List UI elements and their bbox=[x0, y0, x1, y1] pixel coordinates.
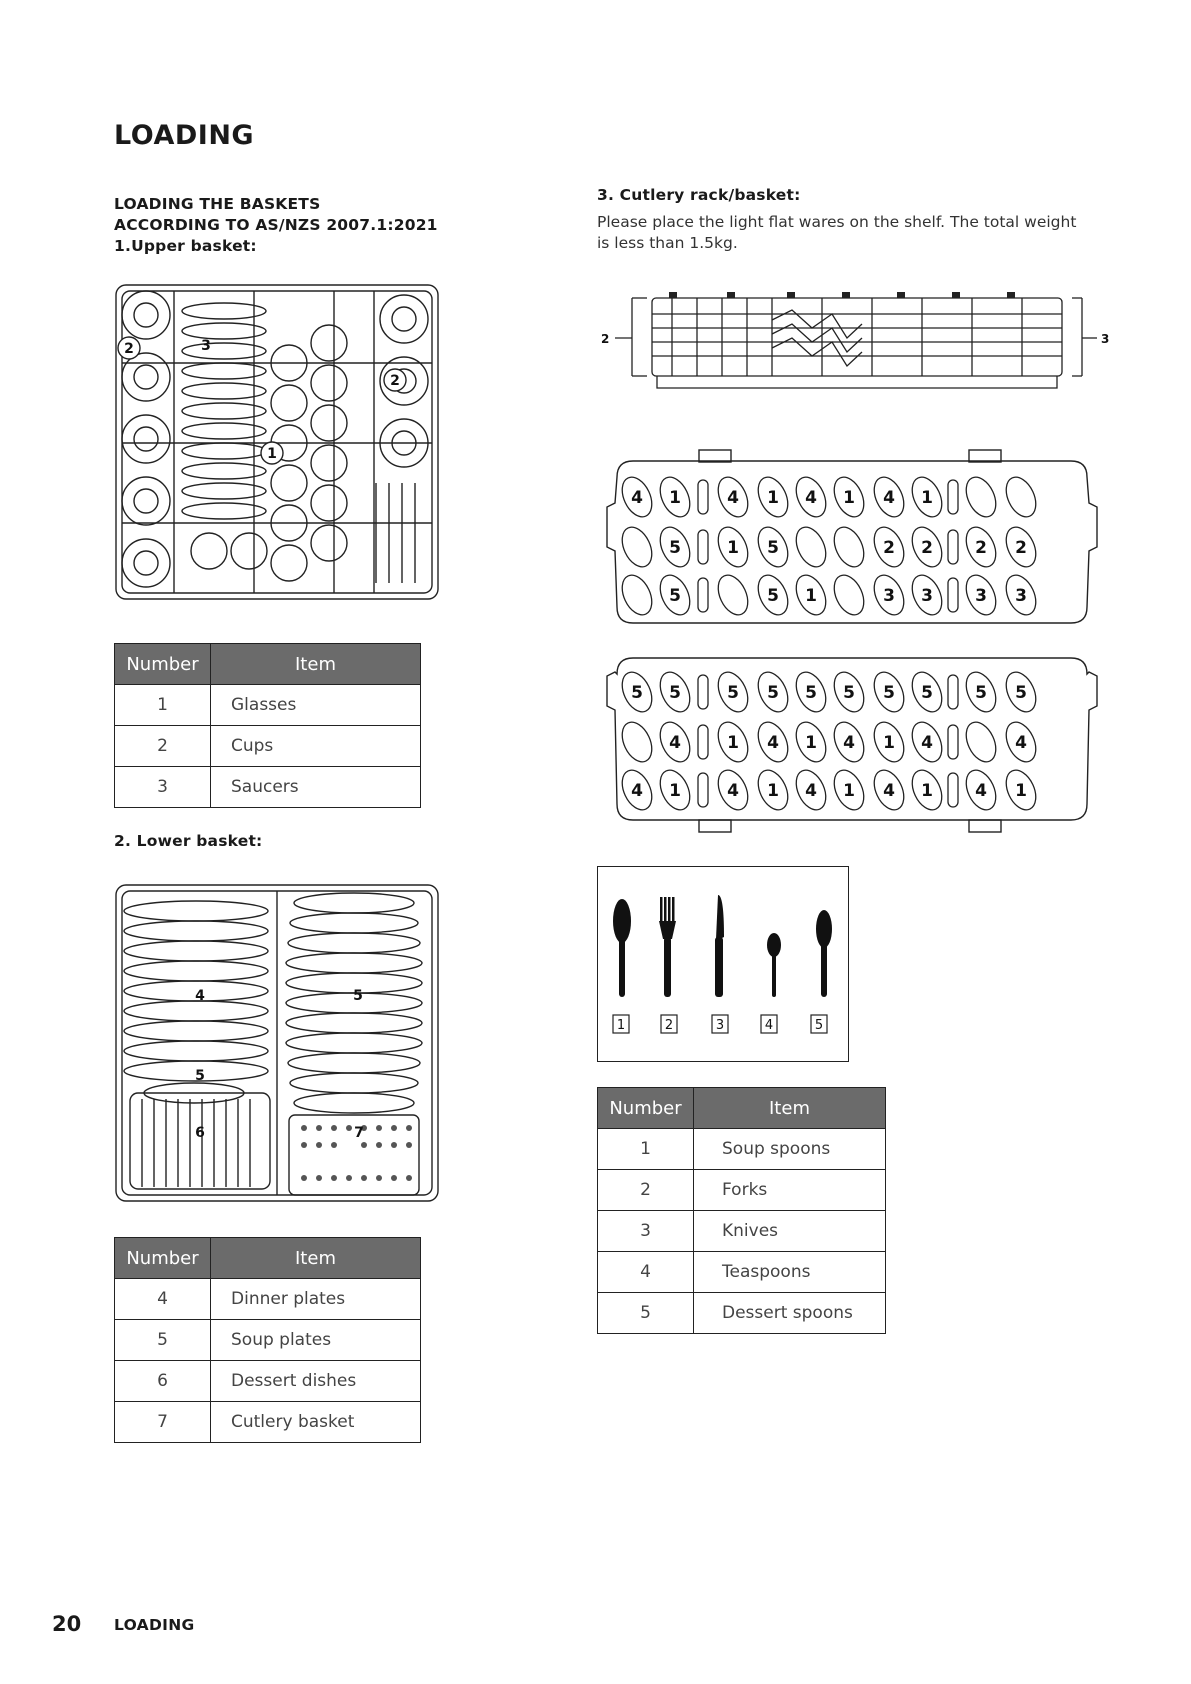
heading-line-1: LOADING THE BASKETS bbox=[114, 195, 321, 213]
tray-slot-number: 4 bbox=[975, 781, 987, 801]
col-number-header: Number bbox=[115, 644, 211, 685]
fork-icon bbox=[659, 897, 676, 997]
col-item-header: Item bbox=[211, 1238, 421, 1279]
tray-slot bbox=[616, 717, 657, 766]
tray-slot bbox=[616, 522, 657, 571]
utensil-label-3: 3 bbox=[715, 1018, 725, 1033]
cutlery-text-line-1: Please place the light flat wares on the shelf. The total weight bbox=[597, 213, 1077, 231]
page-number: 20 bbox=[52, 1612, 82, 1636]
lower-callout-7: 7 bbox=[354, 1125, 364, 1141]
tray-slot-number: 4 bbox=[805, 488, 817, 508]
tray-slot-number: 1 bbox=[883, 733, 895, 753]
tray-slot bbox=[948, 530, 958, 564]
tray-slot bbox=[828, 522, 869, 571]
tray-slot-number: 4 bbox=[631, 781, 643, 801]
tray-slot-number: 2 bbox=[921, 538, 933, 558]
col-item-header: Item bbox=[694, 1088, 886, 1129]
upper-callout-3: 3 bbox=[201, 338, 211, 354]
table-row: 3 Saucers bbox=[115, 767, 421, 808]
tray-slot-number: 1 bbox=[767, 488, 779, 508]
tray-slot-number: 4 bbox=[1015, 733, 1027, 753]
table-row: 4 Teaspoons bbox=[598, 1252, 886, 1293]
tray-slot bbox=[698, 530, 708, 564]
tray-slot-number: 5 bbox=[883, 683, 895, 703]
cutlery-text-line-2: is less than 1.5kg. bbox=[597, 234, 738, 252]
tray-slot bbox=[698, 773, 708, 807]
tray-slot bbox=[960, 717, 1001, 766]
tray-slot-number: 4 bbox=[921, 733, 933, 753]
upper-basket-diagram bbox=[114, 283, 440, 603]
tray-slot-number: 1 bbox=[669, 781, 681, 801]
cutlery-tray-bottom bbox=[597, 650, 1111, 834]
cutlery-tray-top bbox=[597, 447, 1111, 627]
tray-slot-number: 1 bbox=[921, 781, 933, 801]
col-item-header: Item bbox=[211, 644, 421, 685]
footer-section-label: LOADING bbox=[114, 1616, 195, 1634]
tray-slot-number: 5 bbox=[843, 683, 855, 703]
tray-slot bbox=[960, 472, 1001, 521]
rack-callout-2: 2 bbox=[601, 332, 610, 346]
table-row: 5 Dessert spoons bbox=[598, 1293, 886, 1334]
table-row: 1 Soup spoons bbox=[598, 1129, 886, 1170]
tray-slot bbox=[616, 570, 657, 619]
tray-slot-number: 5 bbox=[767, 683, 779, 703]
cutlery-rack-diagram bbox=[597, 288, 1117, 412]
tray-slot-number: 1 bbox=[843, 488, 855, 508]
lower-basket-label: 2. Lower basket: bbox=[114, 832, 263, 850]
tray-slot-number: 4 bbox=[631, 488, 643, 508]
cutlery-rack-label: 3. Cutlery rack/basket: bbox=[597, 186, 801, 204]
upper-callout-2-right: 2 bbox=[390, 373, 400, 389]
tray-slot bbox=[948, 725, 958, 759]
tray-slot-number: 4 bbox=[767, 733, 779, 753]
tray-slot-number: 1 bbox=[767, 781, 779, 801]
col-number-header: Number bbox=[115, 1238, 211, 1279]
tray-slot-number: 1 bbox=[805, 586, 817, 606]
tray-bottom-slots bbox=[616, 667, 1041, 814]
utensil-label-4: 4 bbox=[764, 1018, 774, 1033]
tray-slot bbox=[698, 725, 708, 759]
utensil-legend bbox=[597, 866, 849, 1062]
upper-basket-table bbox=[114, 643, 421, 808]
table-row: 6 Dessert dishes bbox=[115, 1361, 421, 1402]
lower-callout-6: 6 bbox=[195, 1125, 205, 1141]
tray-slot-number: 2 bbox=[883, 538, 895, 558]
tray-slot-number: 1 bbox=[843, 781, 855, 801]
tray-slot-number: 5 bbox=[669, 586, 681, 606]
lower-callout-5-left: 5 bbox=[195, 1068, 205, 1084]
teaspoon-icon bbox=[767, 933, 781, 997]
cutlery-table bbox=[597, 1087, 886, 1334]
tray-slot-number: 5 bbox=[805, 683, 817, 703]
table-row: 2 Forks bbox=[598, 1170, 886, 1211]
tray-slot-number: 1 bbox=[921, 488, 933, 508]
lower-basket-table bbox=[114, 1237, 421, 1443]
tray-slot-number: 5 bbox=[921, 683, 933, 703]
tray-top-slots bbox=[616, 472, 1041, 619]
lower-callout-5-right: 5 bbox=[353, 988, 363, 1004]
tray-slot bbox=[948, 578, 958, 612]
tray-slot-number: 3 bbox=[975, 586, 987, 606]
table-row: 1 Glasses bbox=[115, 685, 421, 726]
tray-slot-number: 1 bbox=[669, 488, 681, 508]
loading-baskets-heading bbox=[114, 194, 438, 257]
tray-slot-number: 4 bbox=[727, 488, 739, 508]
rack-callout-3: 3 bbox=[1101, 332, 1110, 346]
tray-slot-number: 5 bbox=[631, 683, 643, 703]
upper-basket-label: 1.Upper basket: bbox=[114, 237, 257, 255]
tray-slot bbox=[1000, 472, 1041, 521]
tray-slot-number: 4 bbox=[669, 733, 681, 753]
dessert-spoon-icon bbox=[816, 910, 832, 997]
tray-slot-number: 2 bbox=[975, 538, 987, 558]
table-row: 7 Cutlery basket bbox=[115, 1402, 421, 1443]
tray-slot bbox=[828, 570, 869, 619]
tray-slot-number: 4 bbox=[727, 781, 739, 801]
table-row: 2 Cups bbox=[115, 726, 421, 767]
tray-slot-number: 5 bbox=[669, 538, 681, 558]
knife-icon bbox=[715, 895, 724, 997]
tray-slot bbox=[698, 480, 708, 514]
page-title: LOADING bbox=[114, 120, 255, 151]
tray-slot bbox=[698, 578, 708, 612]
tray-slot-number: 5 bbox=[669, 683, 681, 703]
utensil-illustration bbox=[598, 867, 848, 1061]
table-row: 3 Knives bbox=[598, 1211, 886, 1252]
tray-slot-number: 1 bbox=[727, 733, 739, 753]
table-row: 5 Soup plates bbox=[115, 1320, 421, 1361]
tray-slot-number: 5 bbox=[727, 683, 739, 703]
tray-slot-number: 4 bbox=[883, 488, 895, 508]
tray-slot-number: 2 bbox=[1015, 538, 1027, 558]
heading-line-2: ACCORDING TO AS/NZS 2007.1:2021 bbox=[114, 216, 438, 234]
col-number-header: Number bbox=[598, 1088, 694, 1129]
tray-slot-number: 1 bbox=[805, 733, 817, 753]
utensil-label-2: 2 bbox=[664, 1018, 674, 1033]
upper-callout-1: 1 bbox=[267, 446, 277, 462]
utensil-label-5: 5 bbox=[814, 1018, 824, 1033]
tray-slot bbox=[948, 675, 958, 709]
utensil-label-1: 1 bbox=[616, 1018, 626, 1033]
tray-slot-number: 3 bbox=[883, 586, 895, 606]
lower-basket-diagram bbox=[114, 883, 440, 1205]
upper-callout-2-left: 2 bbox=[124, 341, 134, 357]
tray-slot-number: 5 bbox=[975, 683, 987, 703]
table-row: 4 Dinner plates bbox=[115, 1279, 421, 1320]
tray-slot-number: 3 bbox=[1015, 586, 1027, 606]
tray-slot bbox=[698, 675, 708, 709]
lower-callout-4: 4 bbox=[195, 988, 205, 1004]
tray-slot bbox=[948, 480, 958, 514]
tray-slot-number: 1 bbox=[1015, 781, 1027, 801]
tray-slot bbox=[948, 773, 958, 807]
tray-slot-number: 4 bbox=[805, 781, 817, 801]
tray-slot-number: 5 bbox=[1015, 683, 1027, 703]
soup-spoon-icon bbox=[613, 899, 631, 997]
tray-slot-number: 4 bbox=[883, 781, 895, 801]
tray-slot-number: 3 bbox=[921, 586, 933, 606]
cutlery-instructions bbox=[597, 212, 1076, 254]
tray-slot-number: 5 bbox=[767, 538, 779, 558]
tray-slot-number: 1 bbox=[727, 538, 739, 558]
tray-slot bbox=[790, 522, 831, 571]
tray-slot-number: 4 bbox=[843, 733, 855, 753]
tray-slot bbox=[712, 570, 753, 619]
tray-slot-number: 5 bbox=[767, 586, 779, 606]
